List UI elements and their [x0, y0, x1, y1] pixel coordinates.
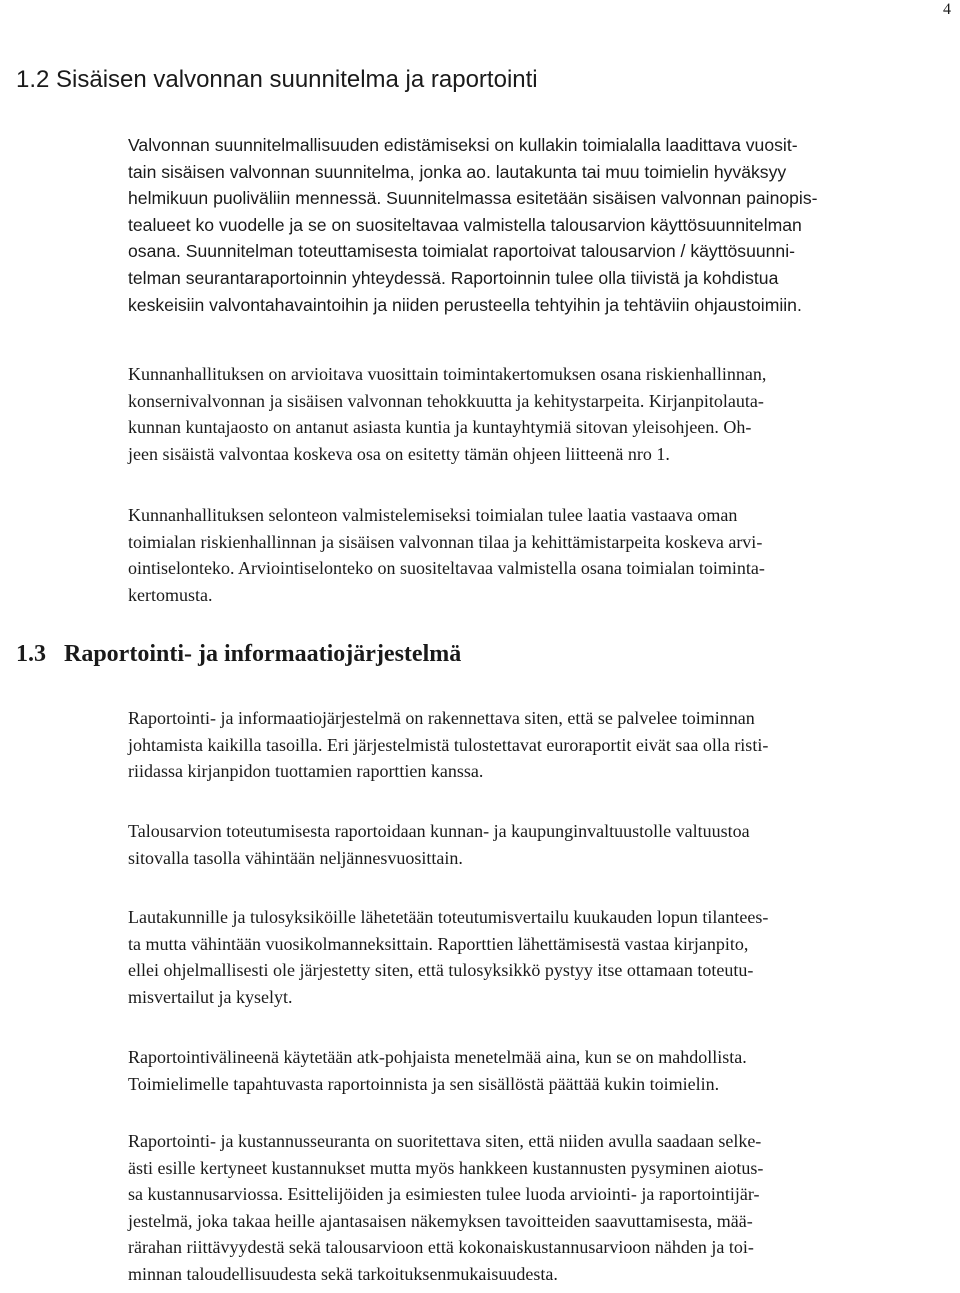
section-number: 1.3 — [16, 641, 46, 667]
text-line: tain sisäisen valvonnan suunnitelma, jonka ao. lautakunta tai muu toimielin hyväksyy — [128, 161, 787, 182]
section-title: Raportointi- ja informaatiojärjestelmä — [64, 641, 462, 667]
text-line: Valvonnan suunnitelmallisuuden edistämiseksi on kullakin toimialalla laadittava vuosit- — [128, 135, 798, 155]
text-line: jestelmä, joka takaa heille ajantasaisen näkemyksen tavoitteiden saavuttamisesta, mää- — [128, 1210, 753, 1231]
text-line: sa kustannusarviossa. Esittelijöiden ja esimiesten tulee luoda arviointi- ja raportointijär- — [128, 1184, 760, 1205]
text-line: Lautakunnille ja tulosyksiköille lähetetään toteutumisvertailu kuukauden lopun tilantees- — [128, 907, 769, 927]
paragraph — [128, 361, 766, 467]
section-heading-1-2 — [16, 66, 538, 94]
text-line: tealueet ko vuodelle ja se on suositeltavaa valmistella talousarvion käyttösuunnitelman — [128, 214, 802, 235]
text-line: helmikuun puoliväliin mennessä. Suunnitelmassa esitetään sisäisen valvonnan painopis- — [128, 188, 818, 209]
text-line: ointiselonteko. Arviointiselonteko on suositeltavaa valmistella osana toimialan toiminta- — [128, 558, 765, 579]
section-heading-1-3 — [16, 640, 461, 668]
text-line: kunnan kuntajaosto on antanut asiasta kuntia ja kuntayhtymiä sitovan yleisohjeen. Oh- — [128, 417, 752, 438]
text-line: Kunnanhallituksen on arvioitava vuosittain toimintakertomuksen osana riskienhallinnan, — [128, 364, 767, 384]
text-line: keskeisiin valvontahavaintoihin ja niiden perusteella tehtyihin ja tehtäviin ohjaustoimiin. — [128, 294, 802, 315]
text-line: Kunnanhallituksen selonteon valmistelemiseksi toimialan tulee laatia vastaava oman — [128, 505, 738, 525]
text-line: telman seurantaraportoinnin yhteydessä. Raportoinnin tulee olla tiivistä ja kohdistua — [128, 267, 779, 288]
section-title: Sisäisen valvonnan suunnitelma ja raportointi — [56, 66, 538, 93]
text-line: riidassa kirjanpidon tuottamien raporttien kanssa. — [128, 761, 484, 782]
text-line: ellei ohjelmallisesti ole järjestetty siten, että tulosyksikkö pystyy itse ottamaan toteutu- — [128, 960, 754, 981]
text-line: Raportointi- ja informaatiojärjestelmä on rakennettava siten, että se palvelee toiminnan — [128, 708, 755, 728]
text-line: Talousarvion toteutumisesta raportoidaan kunnan- ja kaupunginvaltuustolle valtuustoa — [128, 821, 750, 841]
text-line: Raportointi- ja kustannusseuranta on suoritettava siten, että niiden avulla saadaan selke- — [128, 1131, 762, 1151]
paragraph — [128, 1044, 747, 1097]
text-line: konsernivalvonnan ja sisäisen valvonnan tehokkuutta ja kehitystarpeita. Kirjanpitolauta- — [128, 390, 764, 411]
text-line: toimialan riskienhallinnan ja sisäisen valvonnan tilaa ja kehittämistarpeita koskeva arvi- — [128, 531, 763, 552]
text-line: misvertailut ja kyselyt. — [128, 986, 293, 1007]
text-line: johtamista kaikilla tasoilla. Eri järjestelmistä tulostettavat euroraportit eivät saa olla risti- — [128, 734, 769, 755]
paragraph — [128, 132, 818, 318]
paragraph — [128, 705, 768, 785]
paragraph — [128, 818, 750, 871]
page-number: 4 — [943, 1, 951, 18]
text-line: Toimielimelle tapahtuvasta raportoinnista ja sen sisällöstä päättää kukin toimielin. — [128, 1073, 720, 1094]
text-line: kertomusta. — [128, 584, 213, 605]
text-line: Raportointivälineenä käytetään atk-pohjaista menetelmää aina, kun se on mahdollista. — [128, 1047, 747, 1067]
text-line: sitovalla tasolla vähintään neljännesvuosittain. — [128, 847, 463, 868]
paragraph — [128, 904, 768, 1010]
text-line: minnan taloudellisuudesta sekä tarkoituksenmukaisuudesta. — [128, 1263, 558, 1284]
text-line: jeen sisäistä valvontaa koskeva osa on esitetty tämän ohjeen liitteenä nro 1. — [128, 443, 670, 464]
text-line: rärahan riittävyydestä sekä talousarvioon että kokonaiskustannusarvioon nähden ja toi- — [128, 1237, 754, 1258]
paragraph — [128, 1128, 763, 1288]
text-line: ästi esille kertyneet kustannukset mutta myös hankkeen kustannusten pysyminen aiotus- — [128, 1157, 764, 1178]
paragraph — [128, 502, 765, 608]
text-line: osana. Suunnitelman toteuttamisesta toimialat raportoivat talousarvion / käyttösuunni- — [128, 241, 795, 262]
text-line: ta mutta vähintään vuosikolmanneksittain. Raporttien lähettämisestä vastaa kirjanpito, — [128, 933, 749, 954]
section-number: 1.2 — [16, 66, 50, 93]
